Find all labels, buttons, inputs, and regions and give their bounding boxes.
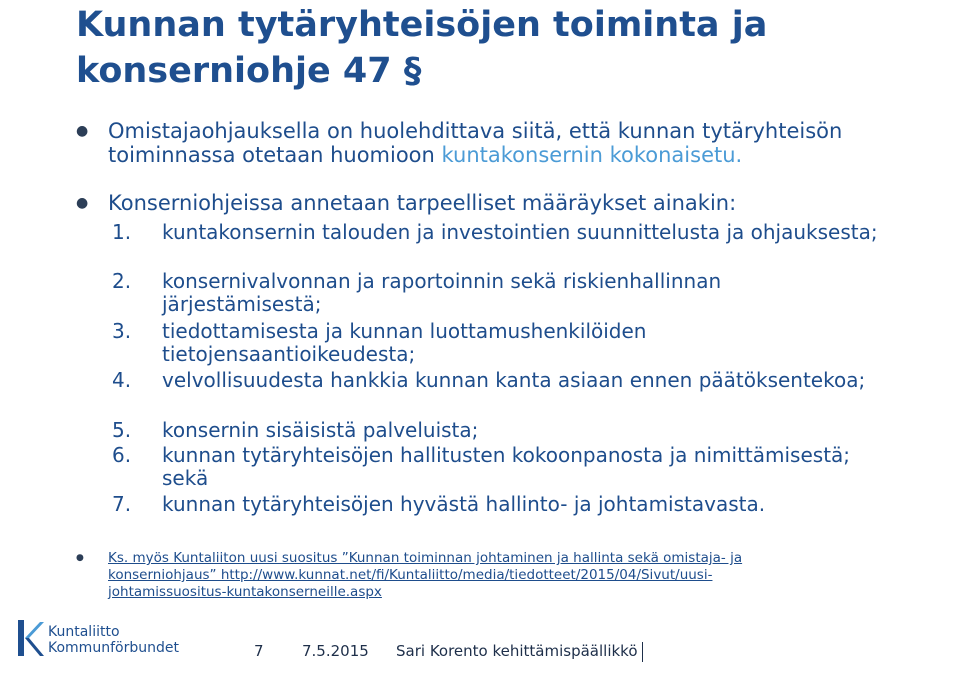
slide-author: Sari Korento kehittämispäällikkö [396,642,638,660]
slide-date: 7.5.2015 [302,642,369,660]
kuntaliitto-logo-icon [16,618,46,658]
slide-title: Kunnan tytäryhteisöjen toiminta ja konserniohje 47 § [76,5,768,91]
logo-line-1: Kuntaliitto [48,624,120,640]
footer-divider [642,642,643,662]
bullet-1-accent: kuntakonsernin kokonaisetu. [441,143,743,167]
logo-line-2: Kommunförbundet [48,640,179,656]
bullet-2-text: Konserniohjeissa annetaan tarpeelliset määräykset ainakin: [108,191,737,215]
kuntaliitto-logo [16,618,186,662]
page-number: 7 [254,642,264,660]
reference-note-text[interactable]: Ks. myös Kuntaliiton uusi suositus ”Kunnan toiminnan johtaminen ja hallinta sekä omistaja- ja konserniohjaus” http://www.kunnat.net/fi/Kuntaliitto/media/tiedotteet/2015/04/Sivut/uusi-johtamissuositus-kuntakonserneille.aspx [108,550,743,600]
bullet-dot-icon: ● [76,123,89,139]
bullet-dot-icon: ● [76,553,84,563]
bullet-dot-icon: ● [76,195,89,211]
bullet-1-text: Omistajaohjauksella on huolehdittava siitä, että kunnan tytäryhteisön toiminnassa otetaan huomioon kuntakonsernin kokonaisetu. [108,119,843,167]
